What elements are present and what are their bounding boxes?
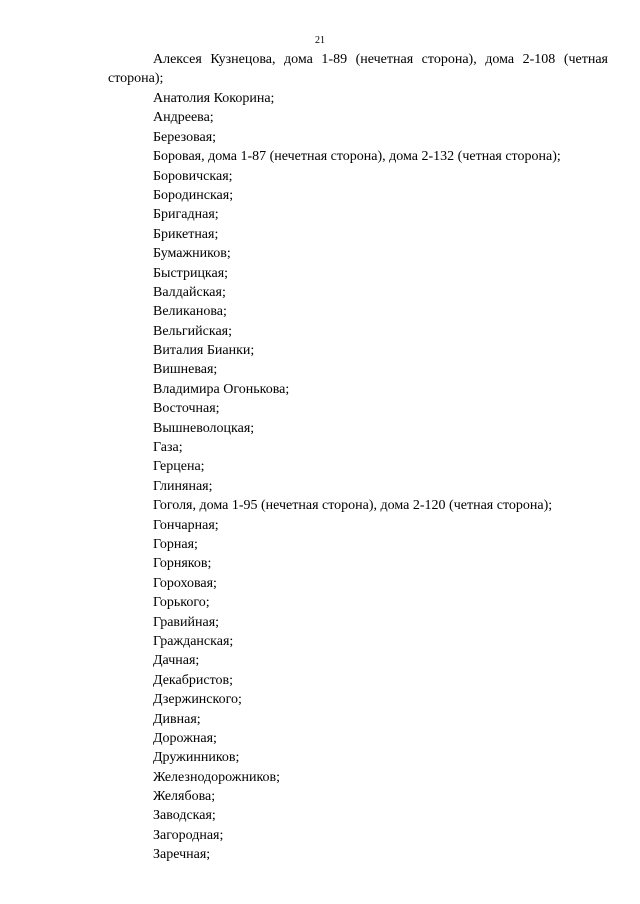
street-list-item: Брикетная; xyxy=(153,226,219,242)
street-list-item: Боровая, дома 1-87 (нечетная сторона), дома 2-132 (четная сторона); xyxy=(153,149,561,165)
street-list-item: Андреева; xyxy=(153,110,214,126)
street-list xyxy=(153,89,613,865)
street-list-item: Дорожная; xyxy=(153,730,217,746)
street-list-item: Вышневолоцкая; xyxy=(153,420,255,436)
street-list-item: Горняков; xyxy=(153,556,212,572)
street-list-item: Желябова; xyxy=(153,789,216,805)
street-list-item: Вельгийская; xyxy=(153,323,232,339)
street-list-item: Березовая; xyxy=(153,129,217,145)
street-list-item: Дачная; xyxy=(153,653,200,669)
street-list-item: Гравийная; xyxy=(153,614,220,630)
street-list-item: Загородная; xyxy=(153,827,224,843)
street-list-item: Герцена; xyxy=(153,459,205,475)
street-list-item: Горная; xyxy=(153,536,198,552)
street-entry-alekseya-kuznetsova xyxy=(108,50,608,89)
street-list-item: Декабристов; xyxy=(153,672,234,688)
street-list-item: Восточная; xyxy=(153,401,220,417)
street-list-item: Вишневая; xyxy=(153,362,218,378)
street-list-item: Виталия Бианки; xyxy=(153,343,255,359)
page-number: 21 xyxy=(315,35,325,46)
street-list-item: Гоголя, дома 1-95 (нечетная сторона), дома 2-120 (четная сторона); xyxy=(153,498,553,514)
street-list-item: Газа; xyxy=(153,440,183,456)
street-list-item: Гороховая; xyxy=(153,575,217,591)
street-list-item: Горького; xyxy=(153,595,210,611)
street-list-item: Анатолия Кокорина; xyxy=(153,91,275,106)
street-entry-line-1: Алексея Кузнецова, дома 1-89 (нечетная сторона), дома 2-108 (четная xyxy=(153,52,608,67)
street-list-item: Боровичская; xyxy=(153,168,233,184)
street-list-item: Бородинская; xyxy=(153,187,234,203)
street-list-item: Дивная; xyxy=(153,711,201,727)
street-list-item: Великанова; xyxy=(153,304,227,320)
street-list-item: Бригадная; xyxy=(153,207,219,223)
street-list-item: Владимира Огонькова; xyxy=(153,381,290,397)
street-list-item: Гражданская; xyxy=(153,633,234,649)
street-list-item: Валдайская; xyxy=(153,284,226,300)
street-list-item: Дзержинского; xyxy=(153,692,242,708)
street-list-item: Дружинников; xyxy=(153,750,240,766)
street-list-item: Глиняная; xyxy=(153,478,213,494)
street-list-item: Бумажников; xyxy=(153,246,231,262)
street-list-item: Заводская; xyxy=(153,808,216,824)
street-list-item: Гончарная; xyxy=(153,517,219,533)
street-entry-line-2: сторона); xyxy=(108,71,164,87)
street-list-item: Железнодорожников; xyxy=(153,769,281,785)
street-list-item: Быстрицкая; xyxy=(153,265,229,281)
street-list-item: Заречная; xyxy=(153,847,211,863)
